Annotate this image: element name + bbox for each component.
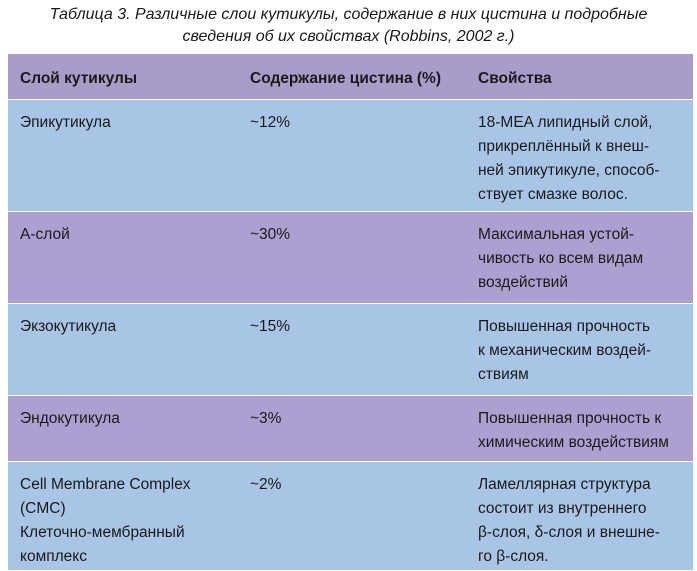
cell-text: Эндокутикула [20,410,120,427]
cell-cystine: ~3% [250,410,282,427]
cell-text: Повышенная прочность [478,318,651,335]
cell-text: β-слоя, δ-слоя и внешне- [478,524,660,541]
cell-properties [478,407,690,455]
table-caption [0,4,697,48]
table-row [8,304,693,396]
header-properties: Свойства [478,70,552,87]
cell-text: Эпикутикула [20,114,111,131]
cell-text: ней эпикутикуле, способ- [478,162,660,179]
cell-properties [478,315,690,387]
cell-cystine: ~2% [250,476,282,493]
table-row [8,462,693,570]
cell-text: Ламеллярная структура [478,476,651,493]
cell-text: ствует смазке волос. [478,186,628,203]
header-cystine: Содержание цистина (%) [250,70,441,87]
cell-text: А-слой [20,226,70,243]
caption-line-2: сведения об их свойствах (Robbins, 2002 г.) [182,28,515,45]
cell-text: Повышенная прочность к [478,410,662,427]
cell-text: воздействий [478,274,568,291]
cell-layer [20,473,245,569]
cell-layer [20,315,245,339]
cell-text: прикреплённый к внеш- [478,138,650,155]
cell-text: Экзокутикула [20,318,117,335]
cell-cystine: ~15% [250,318,291,335]
header-layer: Слой кутикулы [20,70,138,87]
cell-layer [20,223,245,247]
cell-layer [20,407,245,431]
table-header-row [8,54,693,100]
cell-cystine: ~12% [250,114,291,131]
cell-text: ствиям [478,366,529,383]
cell-text: Максимальная устой- [478,226,635,243]
table-row [8,100,693,212]
cell-text: Клеточно-мембранный [20,524,185,541]
cell-text: чивость ко всем видам [478,250,644,267]
table-row [8,212,693,304]
cell-layer [20,111,245,135]
cell-cystine: ~30% [250,226,291,243]
cuticle-table [8,54,693,570]
cell-text: состоит из внутреннего [478,500,647,517]
cell-text: комплекс [20,548,87,565]
table-row [8,396,693,462]
cell-text: го β-слоя. [478,548,549,565]
cell-text: химическим воздействиям [478,434,669,451]
cell-properties [478,223,690,295]
cell-properties [478,111,690,207]
cell-text: (CMC) [20,500,66,517]
cell-text: 18-MEA липидный слой, [478,114,653,131]
caption-line-1: Таблица 3. Различные слои кутикулы, содержание в них цистина и подробные [49,6,648,23]
cell-properties [478,473,690,569]
cell-text: Cell Membrane Complex [20,476,191,493]
cell-text: к механическим воздей- [478,342,652,359]
